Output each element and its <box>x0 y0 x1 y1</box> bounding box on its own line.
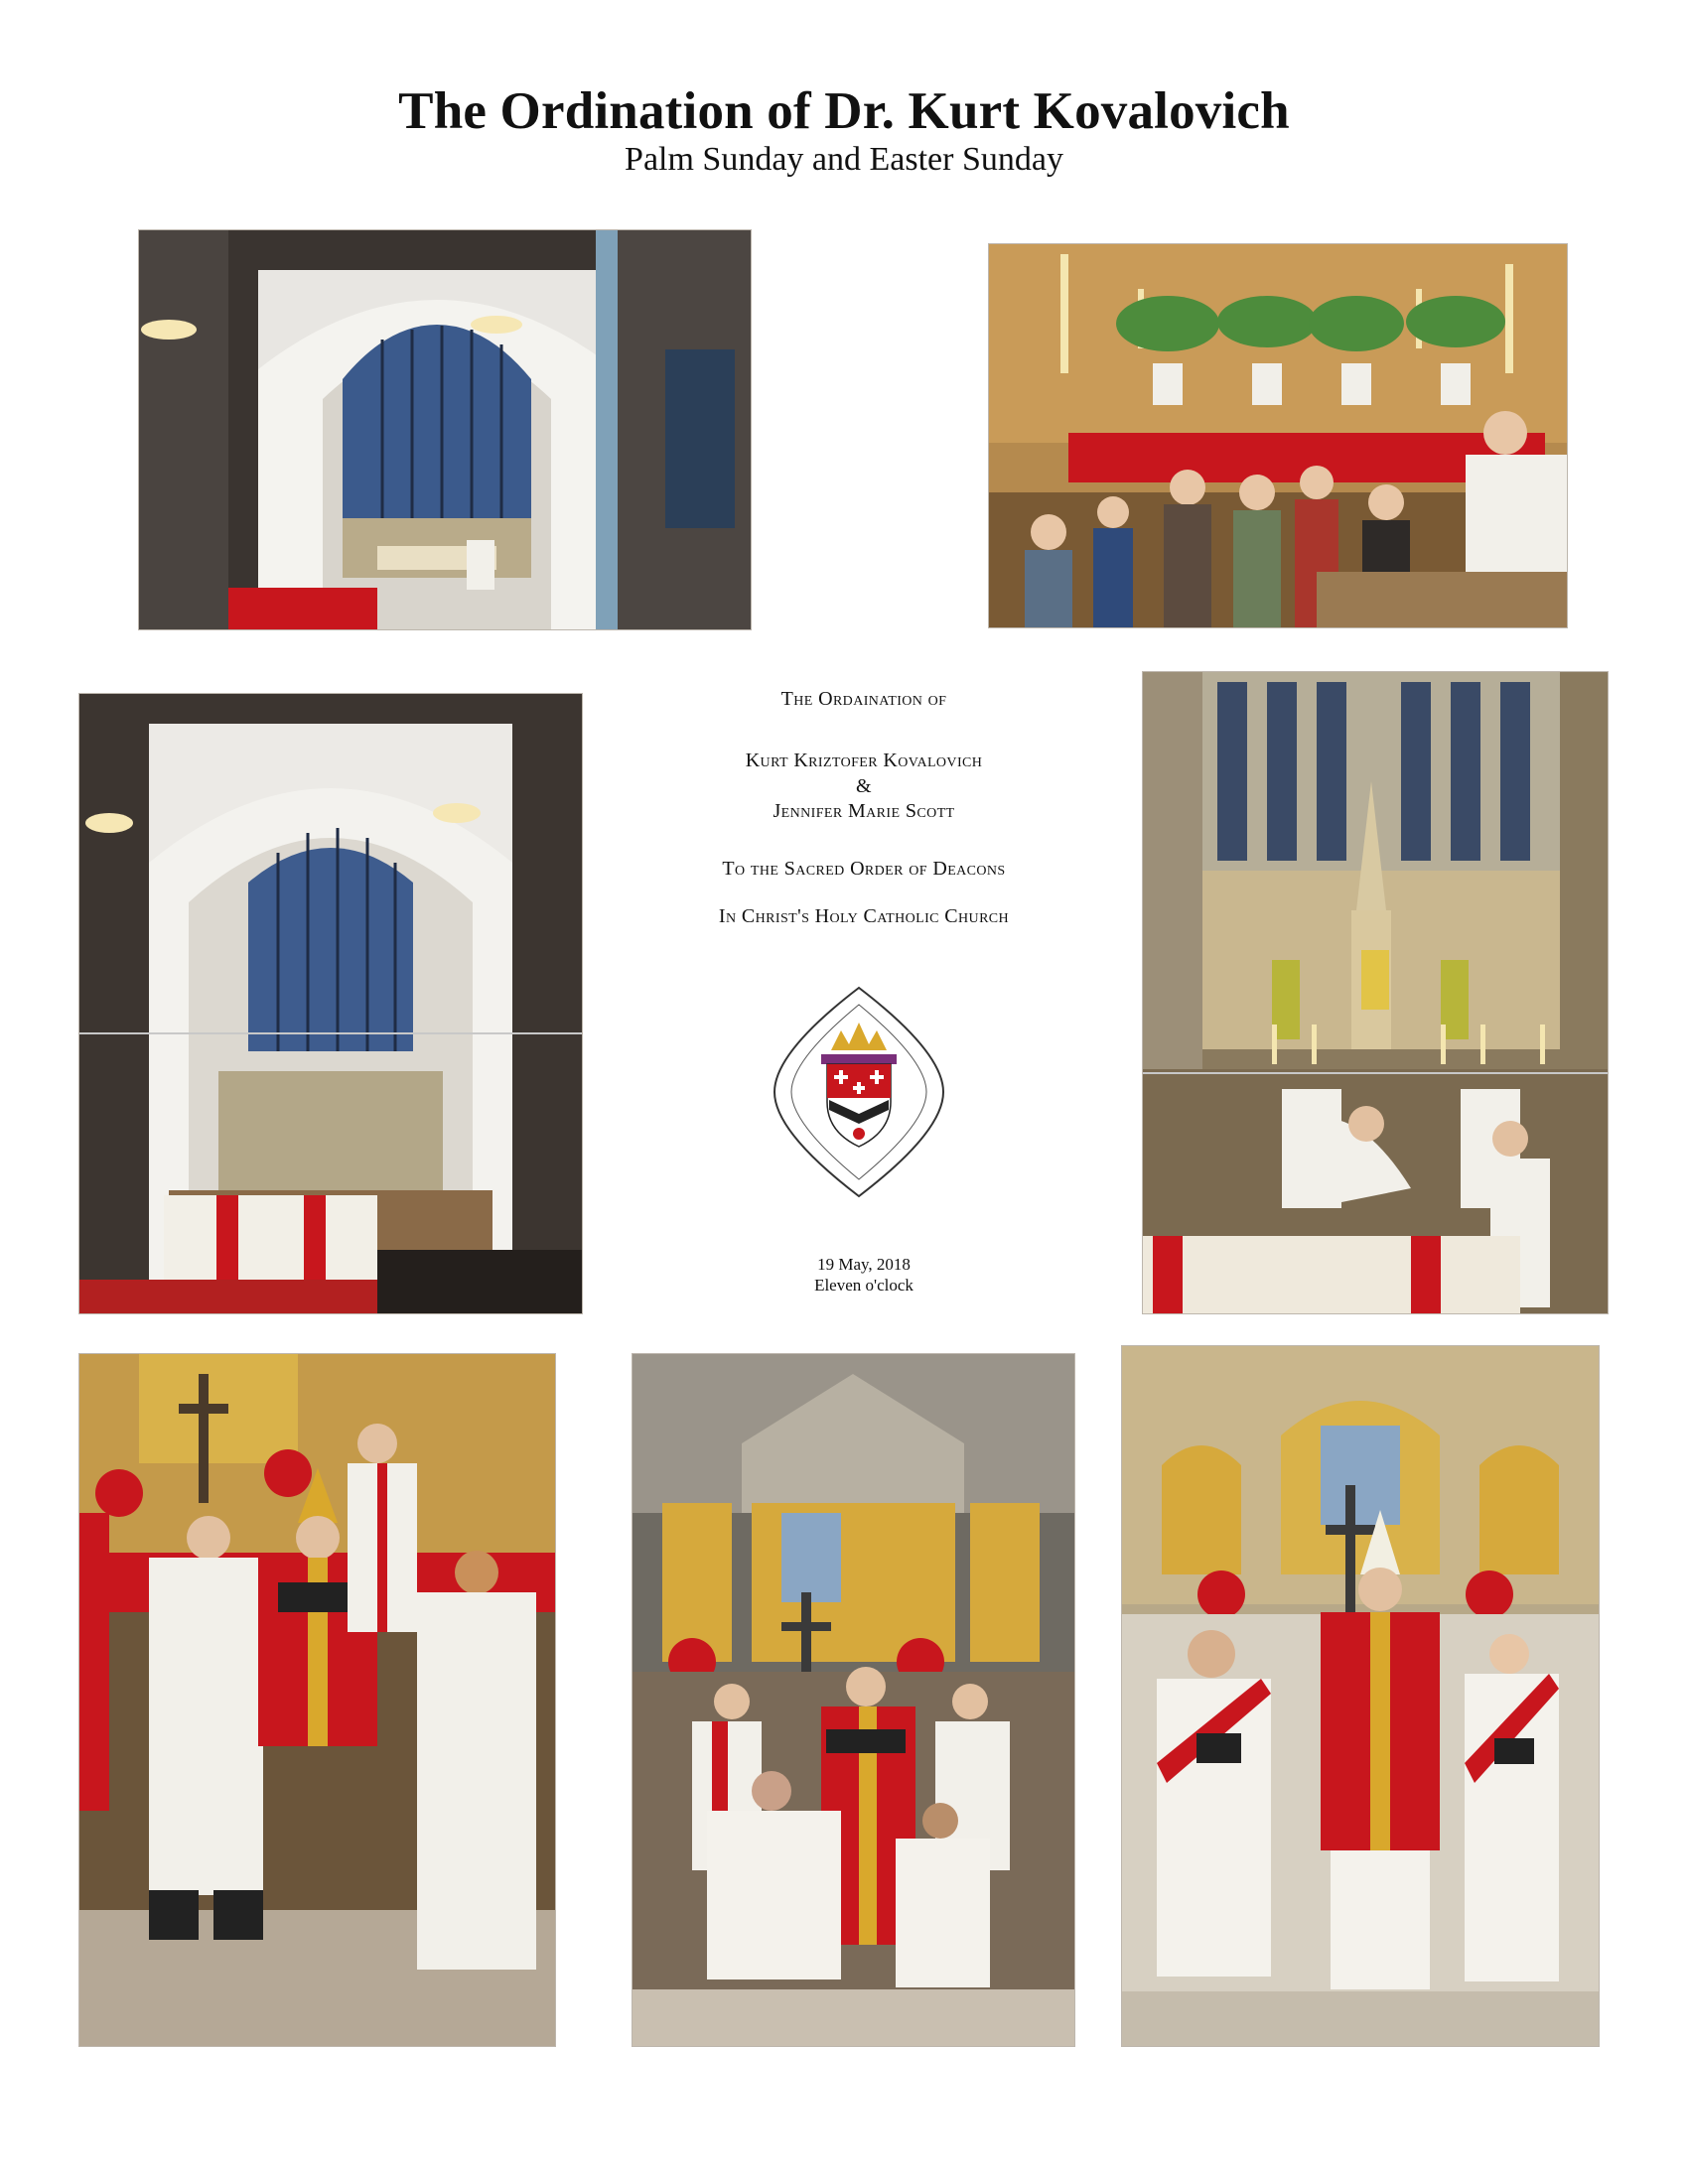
ampersand: & <box>856 775 872 797</box>
page-title: The Ordination of Dr. Kurt Kovalovich <box>398 82 1290 140</box>
photo-kneeling-candidates <box>633 1354 1074 2046</box>
order-line: To the Sacred Order of Deacons <box>722 858 1006 880</box>
service-time: Eleven o'clock <box>814 1276 914 1295</box>
diocesan-seal <box>770 983 948 1201</box>
photo-bishop-seated <box>79 1354 555 2046</box>
ordination-heading: The Ordaination of <box>780 688 947 710</box>
photo-new-deacons <box>1122 1346 1599 2046</box>
photo-cathedral-nave <box>139 230 751 629</box>
candidate-name-2: Jennifer Marie Scott <box>773 800 955 822</box>
candidate-name-1: Kurt Kriztofer Kovalovich <box>745 750 983 771</box>
church-line: In Christ's Holy Catholic Church <box>718 905 1010 927</box>
photo-children-reading <box>989 244 1567 627</box>
page-subtitle: Palm Sunday and Easter Sunday <box>625 141 1063 178</box>
photo-high-altar <box>1143 672 1608 1313</box>
photo-nave-altar <box>79 694 582 1313</box>
service-date: 19 May, 2018 <box>817 1255 911 1274</box>
